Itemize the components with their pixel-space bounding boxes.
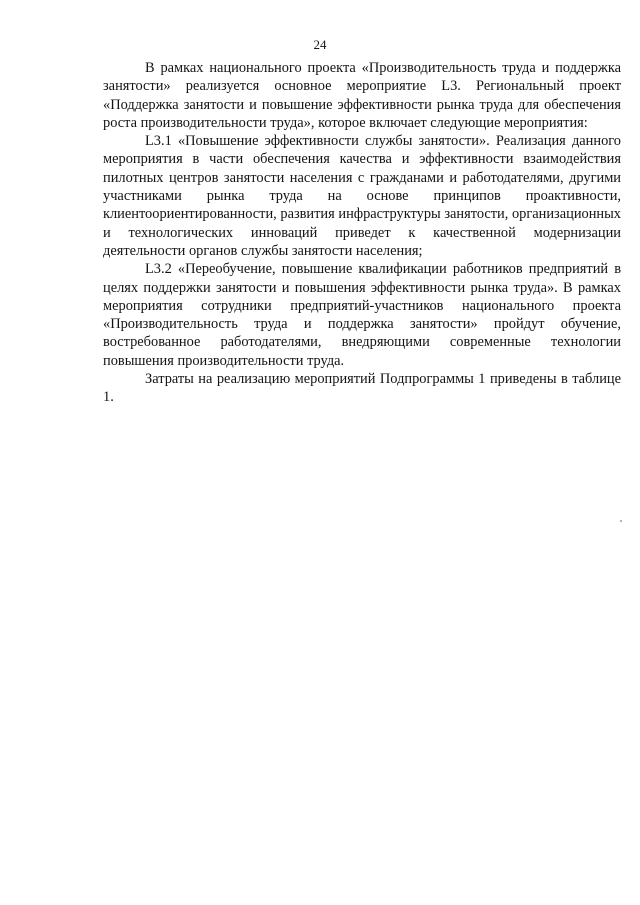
paragraph-l3-1: L3.1 «Повышение эффективности службы занятости». Реализация данного мероприятия в части обеспечения качества и эффективности взаимодействия пилотных центров занятости населения с гражданами и работодателями, другими участниками рынка труда на основе принципов проактивности, клиентоориентированности, развития инфраструктуры занятости, организационных и технологических инноваций приведет к качественной модернизации деятельности органов службы занятости населения; [103,133,621,259]
page-number: 24 [313,37,327,52]
paragraph-costs: Затраты на реализацию мероприятий Подпрограммы 1 приведены в таблице 1. [103,371,621,406]
paragraph-l3-2: L3.2 «Переобучение, повышение квалификации работников предприятий в целях поддержки занятости и повышения эффективности рынка труда». В рамках мероприятия сотрудники предприятий-участников национального проекта «Производительность труда и поддержка занятости» пройдут обучение, востребованное работодателями, внедряющими современные технологии повышения производительности труда. [103,261,621,369]
page-body [103,59,621,407]
paragraph-national-project: В рамках национального проекта «Производительность труда и поддержка занятости» реализуется основное мероприятие L3. Региональный проект «Поддержка занятости и повышение эффективности рынка труда для обеспечения роста производительности труда», которое включает следующие мероприятия: [103,60,621,131]
scan-speck [620,520,622,522]
